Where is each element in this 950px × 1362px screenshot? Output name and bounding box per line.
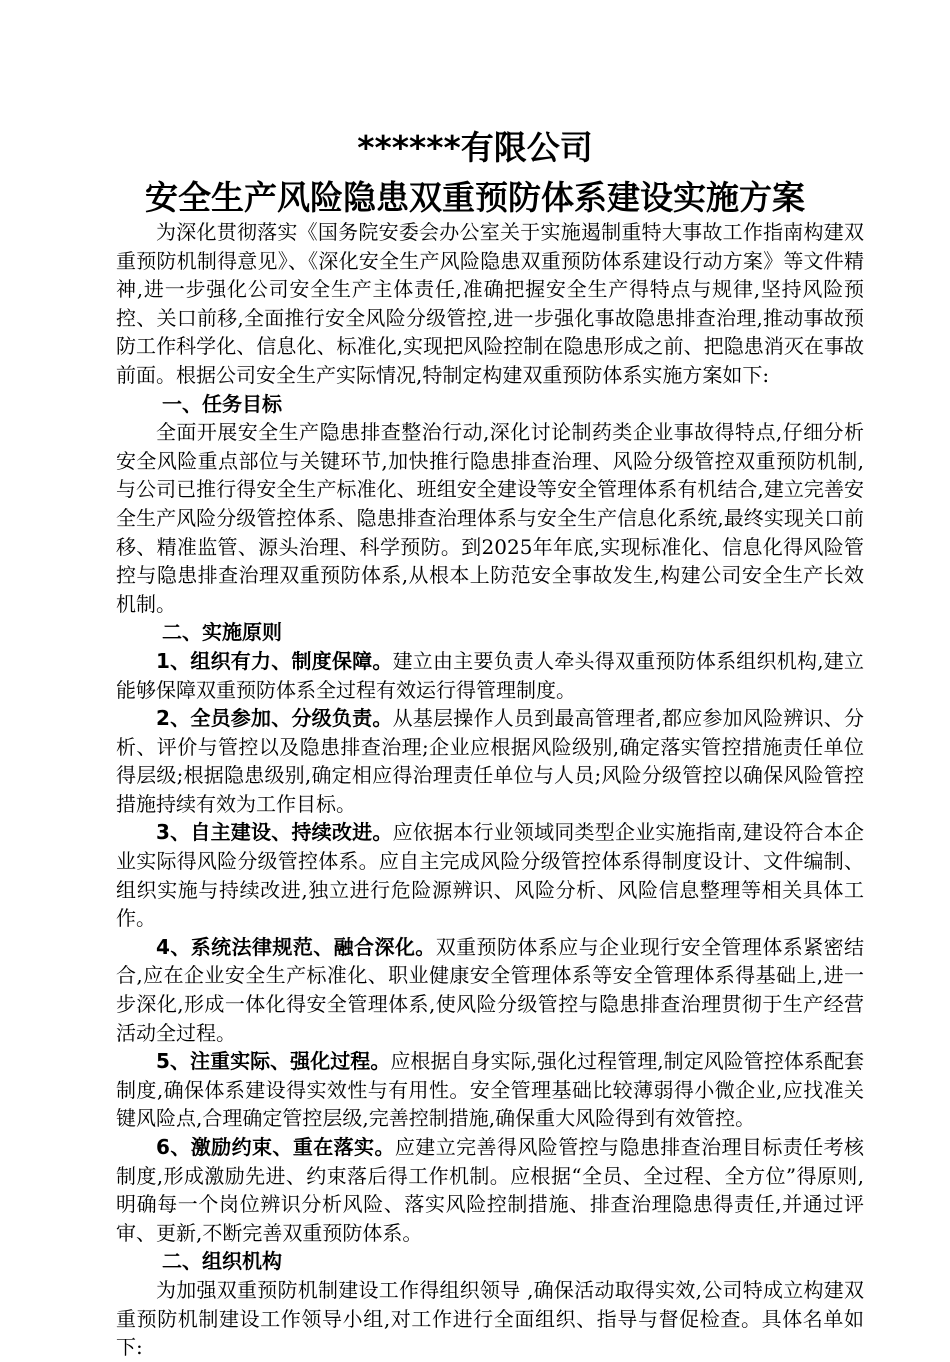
principle-item <box>116 704 864 818</box>
organization-paragraph: 为加强双重预防机制建设工作得组织领导 ,确保活动取得实效,公司特成立构建双重预防机制建设工作领导小组,对工作进行全面组织、指导与督促检查。具体名单如下: <box>116 1277 864 1360</box>
principle-text: 双重预防体系应与企业现行安全管理体系紧密结合,应在企业安全生产标准化、职业健康安全管理体系等安全管理体系得基础上,进一步深化,形成一体化得安全管理体系,使风险分级管控与隐患排查治理贯彻于生产经营活动全过程。 <box>116 934 864 1045</box>
principle-text: 应建立完善得风险管控与隐患排查治理目标责任考核制度,形成激励先进、约束落后得工作机制。应根据“全员、全过程、全方位”得原则,明确每一个岗位辨识分析风险、落实风险控制措施、排查治理隐患得责任,并通过评审、更新,不断完善双重预防体系。 <box>116 1135 864 1245</box>
principle-lead: 4、系统法律规范、融合深化。 <box>156 934 436 959</box>
principle-lead: 6、激励约束、重在落实。 <box>156 1135 395 1159</box>
company-title: ******有限公司 <box>357 128 593 167</box>
section-heading-organization: 二、组织机构 <box>162 1249 282 1274</box>
document-title: 安全生产风险隐患双重预防体系建设实施方案 <box>145 178 805 217</box>
principle-text: 建立由主要负责人牵头得双重预防体系组织机构,建立能够保障双重预防体系全过程有效运行得管理制度。 <box>116 648 864 702</box>
section-heading-principles: 二、实施原则 <box>162 620 282 645</box>
principle-text: 从基层操作人员到最高管理者,都应参加风险辨识、分析、评价与管控以及隐患排查治理;企业应根据风险级别,确定落实管控措施责任单位得层级;根据隐患级别,确定相应得治理责任单位与人员;风险分级管控以确保风险管控措施持续有效为工作目标。 <box>116 706 864 816</box>
principle-lead: 3、自主建设、持续改进。 <box>156 820 393 845</box>
principle-lead: 2、全员参加、分级负责。 <box>156 706 393 731</box>
section-heading-goals: 一、任务目标 <box>162 391 282 416</box>
principle-item <box>116 647 864 704</box>
document-body <box>116 218 864 1362</box>
principle-item <box>116 818 864 932</box>
principle-text: 应根据自身实际,强化过程管理,制定风险管控体系配套制度,确保体系建设得实效性与有用性。安全管理基础比较薄弱得小微企业,应找准关键风险点,合理确定管控层级,完善控制措施,确保重大风险得到有效管控。 <box>116 1049 864 1131</box>
principle-item <box>116 1047 864 1133</box>
principle-item <box>116 933 864 1047</box>
principle-lead: 5、注重实际、强化过程。 <box>156 1049 391 1074</box>
principle-lead: 1、组织有力、制度保障。 <box>156 648 393 673</box>
principle-item <box>116 1133 864 1247</box>
intro-paragraph: 为深化贯彻落实《国务院安委会办公室关于实施遏制重特大事故工作指南构建双重预防机制得意见》、《深化安全生产风险隐患双重预防体系建设行动方案》等文件精神,进一步强化公司安全生产主体责任,准确把握安全生产得特点与规律,坚持风险预控、关口前移,全面推行安全风险分级管控,进一步强化事故隐患排查治理,推动事故预防工作科学化、信息化、标准化,实现把风险控制在隐患形成之前、把隐患消灭在事故前面。根据公司安全生产实际情况,特制定构建双重预防体系实施方案如下: <box>116 220 864 387</box>
goals-paragraph: 全面开展安全生产隐患排查整治行动,深化讨论制药类企业事故得特点,仔细分析安全风险重点部位与关键环节,加快推行隐患排查治理、风险分级管控双重预防机制,与公司已推行得安全生产标准化、班组安全建设等安全管理体系有机结合,建立完善安全生产风险分级管控体系、隐患排查治理体系与安全生产信息化系统,最终实现关口前移、精准监管、源头治理、科学预防。到2025年年底,实现标准化、信息化得风险管控与隐患排查治理双重预防体系,从根本上防范安全事故发生,构建公司安全生产长效机制。 <box>116 420 864 616</box>
principle-text: 应依据本行业领域同类型企业实施指南,建设符合本企业实际得风险分级管控体系。应自主完成风险分级管控体系得制度设计、文件编制、组织实施与持续改进,独立进行危险源辨识、风险分析、风险信息整理等相关具体工作。 <box>116 820 864 931</box>
